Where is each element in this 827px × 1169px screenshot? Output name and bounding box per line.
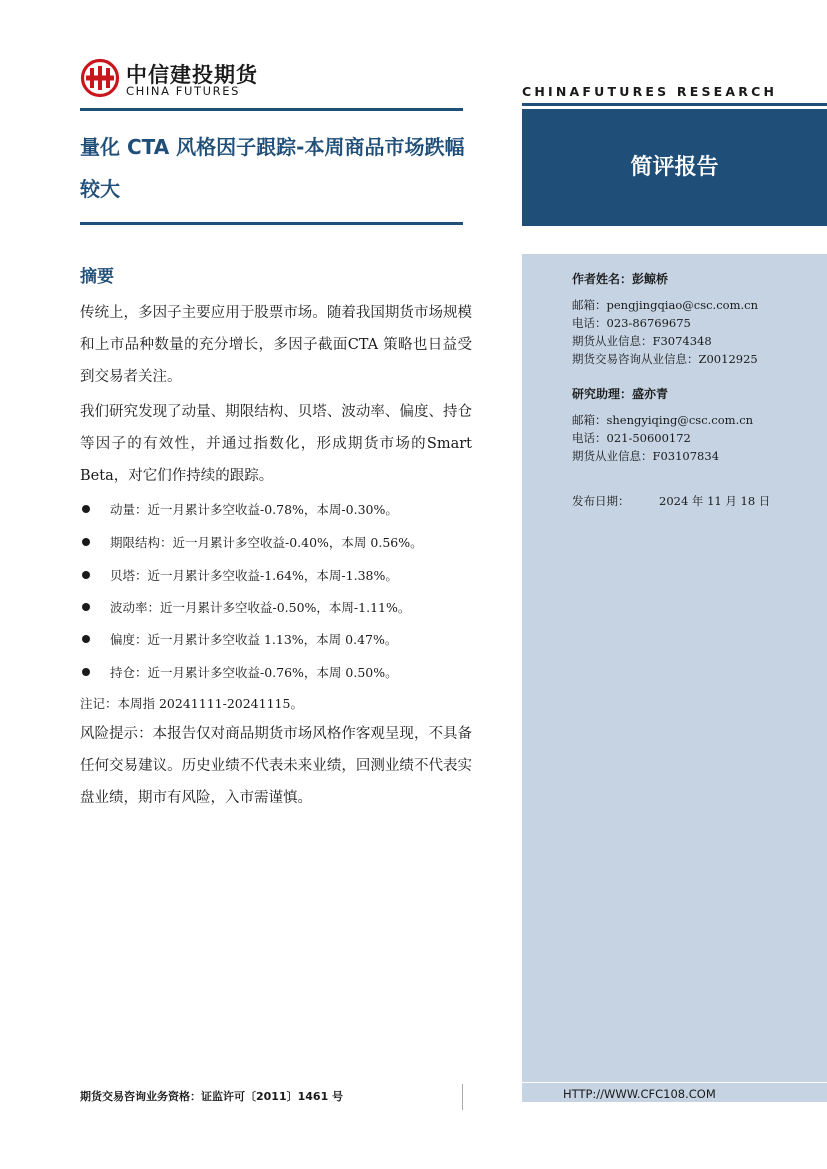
bullet-icon xyxy=(82,635,90,643)
publish-date-value: 2024 年 11 月 18 日 xyxy=(659,494,771,508)
publish-date-label: 发布日期： xyxy=(572,494,630,508)
factor-bullet-text: 波动率：近一月累计多空收益-0.50%，本周-1.11%。 xyxy=(110,600,411,615)
header-rule-right xyxy=(522,103,827,106)
author-phone: 电话：023-86769675 xyxy=(572,316,691,330)
bullet-icon xyxy=(82,538,90,546)
qualification-footer: 期货交易咨询业务资格：证监许可〔2011〕1461 号 xyxy=(80,1090,344,1103)
china-futures-logo-icon xyxy=(80,58,120,98)
factor-bullet-text: 期限结构：近一月累计多空收益-0.40%，本周 0.56%。 xyxy=(110,535,423,550)
author-futures-license: 期货从业信息：F3074348 xyxy=(572,334,712,348)
author-sidebar xyxy=(522,254,827,1082)
bullet-icon xyxy=(82,668,90,676)
title-rule-bottom xyxy=(80,222,463,225)
author-email: 邮箱：pengjingqiao@csc.com.cn xyxy=(572,298,758,312)
bullet-icon xyxy=(82,571,90,579)
logo-english-name: CHINA FUTURES xyxy=(126,84,241,98)
assistant-futures-license: 期货从业信息：F03107834 xyxy=(572,449,720,463)
abstract-paragraph-2: 我们研究发现了动量、期限结构、贝塔、波动率、偏度、持仓等因子的有效性，并通过指数化，形成期货市场的Smart Beta，对它们作持续的跟踪。 xyxy=(80,404,472,484)
author-heading: 作者姓名：彭鲸桥 xyxy=(572,272,669,286)
factor-bullet-text: 贝塔：近一月累计多空收益-1.64%，本周-1.38%。 xyxy=(110,568,398,583)
report-type-label: 简评报告 xyxy=(630,155,719,180)
abstract-heading: 摘要 xyxy=(80,267,114,287)
bullet-icon xyxy=(82,505,90,513)
week-note: 注记：本周指 20241111-20241115。 xyxy=(80,696,303,711)
assistant-phone: 电话：021-50600172 xyxy=(572,431,691,445)
research-banner: CHINAFUTURES RESEARCH xyxy=(522,84,778,99)
report-title: 量化 CTA 风格因子跟踪-本周商品市场跌幅较大 xyxy=(80,135,465,201)
website-link[interactable]: HTTP://WWW.CFC108.COM xyxy=(563,1087,716,1101)
risk-disclaimer: 风险提示：本报告仅对商品期货市场风格作客观呈现，不具备任何交易建议。历史业绩不代表未来业绩，回测业绩不代表实盘业绩，期市有风险，入市需谨慎。 xyxy=(80,726,472,806)
footer-divider xyxy=(462,1084,463,1110)
factor-bullet-text: 动量：近一月累计多空收益-0.78%，本周-0.30%。 xyxy=(110,502,398,517)
assistant-heading: 研究助理：盛亦青 xyxy=(572,387,669,401)
logo-chinese-name: 中信建投期货 xyxy=(126,63,258,87)
bullet-icon xyxy=(82,603,90,611)
company-logo xyxy=(80,58,280,102)
author-consult-license: 期货交易咨询从业信息：Z0012925 xyxy=(572,352,758,366)
assistant-email: 邮箱：shengyiqing@csc.com.cn xyxy=(572,413,754,427)
abstract-paragraph-1: 传统上，多因子主要应用于股票市场。随着我国期货市场规模和上市品种数量的充分增长，多因子截面CTA 策略也日益受到交易者关注。 xyxy=(80,305,472,385)
factor-bullet-text: 偏度：近一月累计多空收益 1.13%，本周 0.47%。 xyxy=(110,632,398,647)
title-rule-top xyxy=(80,108,463,111)
factor-bullet-text: 持仓：近一月累计多空收益-0.76%，本周 0.50%。 xyxy=(110,665,398,680)
